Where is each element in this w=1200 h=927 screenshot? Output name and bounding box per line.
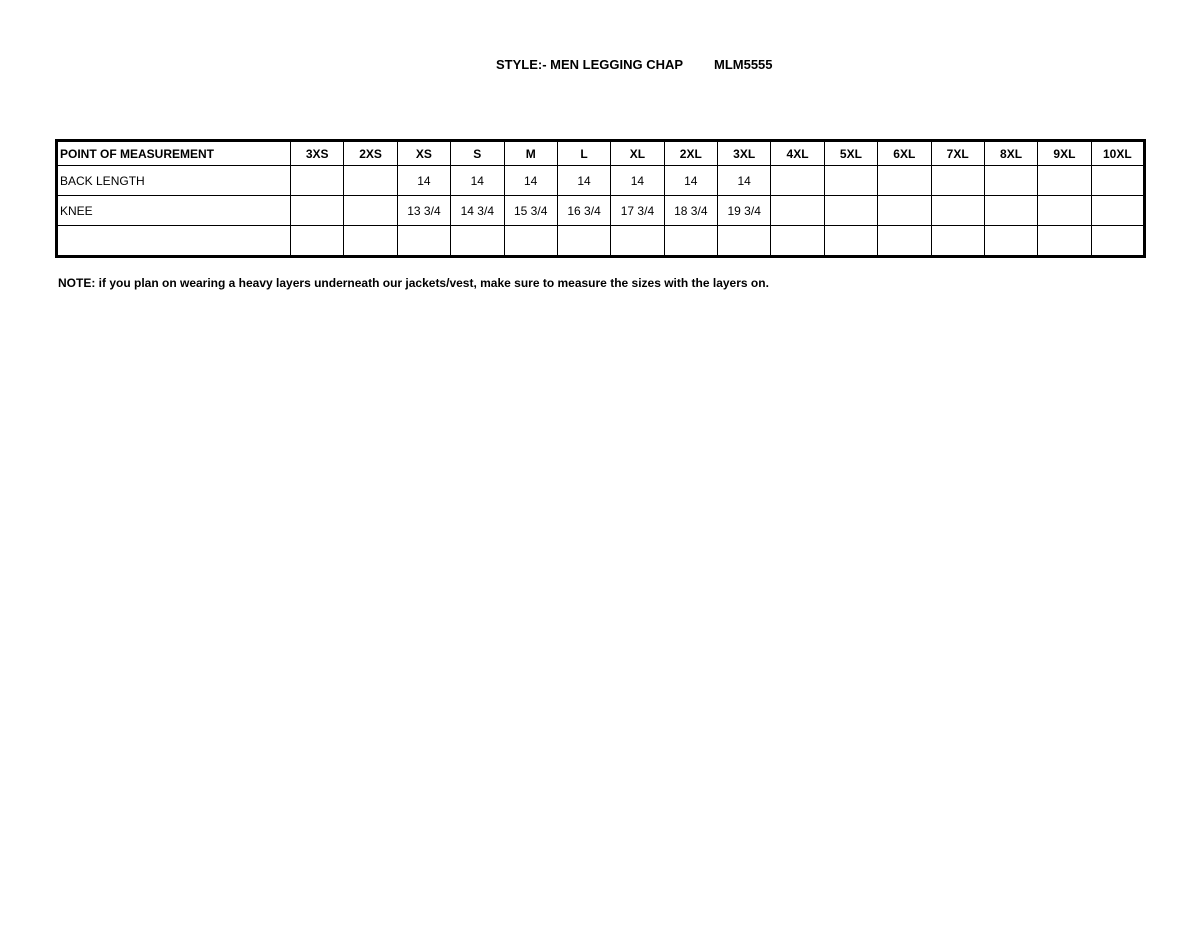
table-cell: 14 (718, 166, 771, 196)
table-cell (984, 196, 1037, 226)
table-cell (931, 166, 984, 196)
column-header-xl: XL (611, 141, 664, 166)
table-cell (1091, 226, 1144, 257)
table-cell (984, 226, 1037, 257)
column-header-l: L (557, 141, 610, 166)
table-cell: 15 3/4 (504, 196, 557, 226)
table-cell (504, 226, 557, 257)
table-cell: 16 3/4 (557, 196, 610, 226)
table-cell (611, 226, 664, 257)
table-cell: 18 3/4 (664, 196, 717, 226)
table-cell (824, 226, 877, 257)
table-cell (878, 196, 931, 226)
table-cell: 14 (557, 166, 610, 196)
table-cell (344, 226, 397, 257)
table-row (57, 196, 1145, 226)
table-cell: 14 3/4 (451, 196, 504, 226)
table-cell (1038, 196, 1091, 226)
column-header-7xl: 7XL (931, 141, 984, 166)
table-cell (771, 226, 824, 257)
document-title (0, 57, 1200, 75)
table-cell (344, 196, 397, 226)
table-cell (771, 166, 824, 196)
column-header-m: M (504, 141, 557, 166)
table-cell (344, 166, 397, 196)
column-header-9xl: 9XL (1038, 141, 1091, 166)
table-cell (931, 196, 984, 226)
table-cell: 19 3/4 (718, 196, 771, 226)
column-header-10xl: 10XL (1091, 141, 1144, 166)
table-cell: 14 (397, 166, 450, 196)
table-cell (397, 226, 450, 257)
table-cell (1038, 226, 1091, 257)
layering-note: NOTE: if you plan on wearing a heavy layers underneath our jackets/vest, make sure to measure the sizes with the layers on. (58, 276, 769, 290)
column-header-8xl: 8XL (984, 141, 1037, 166)
column-header-xs: XS (397, 141, 450, 166)
row-label-back-length: BACK LENGTH (57, 166, 291, 196)
table-cell (824, 196, 877, 226)
table-cell: 14 (611, 166, 664, 196)
table-cell (291, 166, 344, 196)
column-header-4xl: 4XL (771, 141, 824, 166)
table-cell: 14 (504, 166, 557, 196)
table-cell (1038, 166, 1091, 196)
row-label-empty (57, 226, 291, 257)
column-header-5xl: 5XL (824, 141, 877, 166)
table-cell (291, 226, 344, 257)
table-header-row (57, 141, 1145, 166)
table-cell (451, 226, 504, 257)
table-cell: 13 3/4 (397, 196, 450, 226)
table-cell (718, 226, 771, 257)
table-cell: 17 3/4 (611, 196, 664, 226)
table-cell (1091, 196, 1144, 226)
style-code: MLM5555 (714, 57, 773, 72)
table-row (57, 226, 1145, 257)
table-cell (557, 226, 610, 257)
table-cell (291, 196, 344, 226)
row-label-knee: KNEE (57, 196, 291, 226)
column-header-3xl: 3XL (718, 141, 771, 166)
table-cell (931, 226, 984, 257)
column-header-2xs: 2XS (344, 141, 397, 166)
column-header-point-of-measurement: POINT OF MEASUREMENT (57, 141, 291, 166)
table-cell: 14 (451, 166, 504, 196)
column-header-2xl: 2XL (664, 141, 717, 166)
column-header-3xs: 3XS (291, 141, 344, 166)
table-cell (824, 166, 877, 196)
table-cell (878, 226, 931, 257)
table-cell (664, 226, 717, 257)
table-cell (878, 166, 931, 196)
table-row (57, 166, 1145, 196)
table-cell (771, 196, 824, 226)
column-header-s: S (451, 141, 504, 166)
table-cell (984, 166, 1037, 196)
size-chart-table (55, 139, 1146, 258)
style-label: STYLE:- MEN LEGGING CHAP (496, 57, 684, 72)
table-cell (1091, 166, 1144, 196)
table-cell: 14 (664, 166, 717, 196)
column-header-6xl: 6XL (878, 141, 931, 166)
